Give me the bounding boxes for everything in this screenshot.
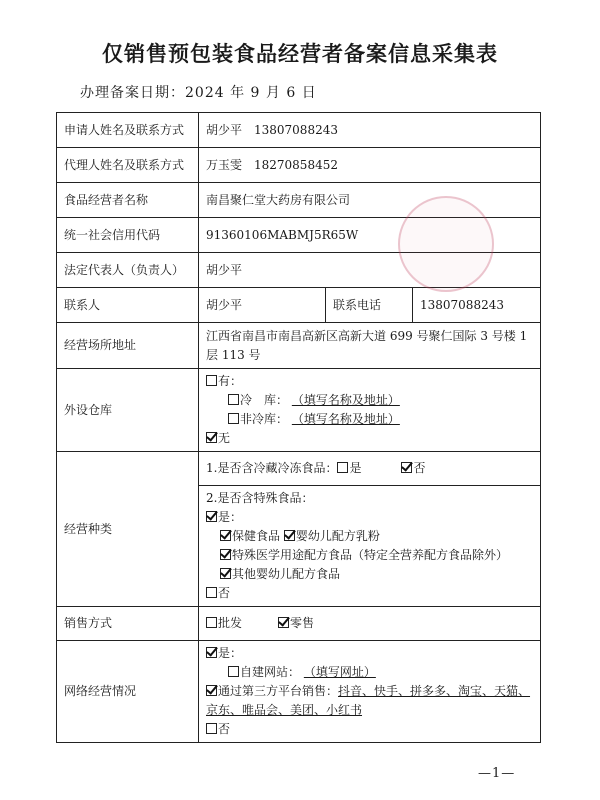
value-category-q2: 2.是否含特殊食品： 是： 保健食品 婴幼儿配方乳粉 特殊医学用途配方食品（特定全营养配方食品除外） 其他婴幼儿配方食品 否	[199, 486, 541, 607]
label-address: 经营场所地址	[57, 323, 199, 369]
label-credit-code: 统一社会信用代码	[57, 218, 199, 253]
label-online: 网络经营情况	[57, 641, 199, 743]
label-sales: 销售方式	[57, 607, 199, 641]
row-agent	[57, 148, 541, 183]
label-contact: 联系人	[57, 288, 199, 323]
other-infant-option: 其他婴幼儿配方食品	[206, 565, 533, 584]
own-site-fill: （填写网址）	[303, 665, 376, 679]
form-title: 仅销售预包装食品经营者备案信息采集表	[102, 41, 498, 66]
warehouse-has-option: 有：	[206, 372, 533, 391]
value-contact: 胡少平	[199, 288, 326, 323]
value-operator-name: 南昌聚仁堂大药房有限公司	[199, 183, 541, 218]
checkbox-special-food-yes[interactable]	[206, 511, 217, 522]
row-warehouse	[57, 369, 541, 452]
checkbox-warehouse-none[interactable]	[206, 432, 217, 443]
label-phone: 联系电话	[326, 288, 413, 323]
row-applicant	[57, 113, 541, 148]
checkbox-online-yes[interactable]	[206, 647, 217, 658]
label-agent: 代理人姓名及联系方式	[57, 148, 199, 183]
checkbox-warehouse-has[interactable]	[206, 375, 217, 386]
page-number: —1—	[478, 766, 516, 781]
row-address	[57, 323, 541, 369]
checkbox-own-site[interactable]	[228, 666, 239, 677]
value-warehouse	[199, 369, 541, 452]
label-applicant: 申请人姓名及联系方式	[57, 113, 199, 148]
checkbox-medical-food[interactable]	[220, 549, 231, 560]
label-warehouse: 外设仓库	[57, 369, 199, 452]
row-contact	[57, 288, 541, 323]
warehouse-noncold-fill: （填写名称及地址）	[291, 412, 400, 426]
third-party-platforms-line2	[206, 701, 533, 720]
medical-food-option: 特殊医学用途配方食品（特定全营养配方食品除外）	[206, 546, 533, 565]
value-address: 江西省南昌市南昌高新区高新大道 699 号聚仁国际 3 号楼 1 层 113 号	[199, 323, 541, 369]
row-category-q1	[57, 452, 541, 486]
checkbox-warehouse-cold[interactable]	[228, 394, 239, 405]
value-sales: 批发 零售	[199, 607, 541, 641]
third-party-option: 通过第三方平台销售：抖音、快手、拼多多、淘宝、天猫、	[206, 682, 533, 701]
label-category: 经营种类	[57, 452, 199, 607]
health-food-option: 保健食品 婴幼儿配方乳粉	[206, 527, 533, 546]
label-operator-name: 食品经营者名称	[57, 183, 199, 218]
checkbox-health-food[interactable]	[220, 530, 231, 541]
value-applicant: 胡少平 13807088243	[199, 113, 541, 148]
third-party-platforms-1: 抖音、快手、拼多多、淘宝、天猫、	[338, 684, 531, 698]
checkbox-other-infant[interactable]	[220, 568, 231, 579]
checkbox-third-party[interactable]	[206, 685, 217, 696]
checkbox-online-no[interactable]	[206, 723, 217, 734]
special-food-yes-option: 是：	[206, 508, 533, 527]
value-category-q1: 1.是否含冷藏冷冻食品： 是 否	[199, 452, 541, 486]
label-legal-rep: 法定代表人（负责人）	[57, 253, 199, 288]
special-food-no-option: 否	[206, 584, 533, 603]
checkbox-wholesale[interactable]	[206, 617, 217, 628]
value-online	[199, 641, 541, 743]
own-site-option: 自建网站： （填写网址）	[206, 663, 533, 682]
value-credit-code: 91360106MABMJ5R65W	[199, 218, 541, 253]
checkbox-special-food-no[interactable]	[206, 587, 217, 598]
filing-date: 办理备案日期：2024 年 9 月 6 日	[80, 85, 317, 101]
warehouse-cold-fill: （填写名称及地址）	[291, 393, 400, 407]
row-online	[57, 641, 541, 743]
online-no-option: 否	[206, 720, 533, 739]
checkbox-cold-food-yes[interactable]	[337, 462, 348, 473]
checkbox-infant-formula[interactable]	[284, 530, 295, 541]
online-yes-option: 是：	[206, 644, 533, 663]
warehouse-none-option: 无	[206, 429, 533, 448]
value-phone: 13807088243	[413, 288, 541, 323]
warehouse-noncold-option: 非冷库： （填写名称及地址）	[206, 410, 533, 429]
checkbox-cold-food-no[interactable]	[401, 462, 412, 473]
checkbox-warehouse-noncold[interactable]	[228, 413, 239, 424]
value-legal-rep: 胡少平	[199, 253, 541, 288]
faint-seal-stamp	[398, 196, 494, 292]
row-sales	[57, 607, 541, 641]
third-party-platforms-2: 京东、唯品会、美团、小红书	[206, 703, 363, 717]
value-agent: 万玉雯 18270858452	[199, 148, 541, 183]
warehouse-cold-option: 冷 库： （填写名称及地址）	[206, 391, 533, 410]
checkbox-retail[interactable]	[278, 617, 289, 628]
